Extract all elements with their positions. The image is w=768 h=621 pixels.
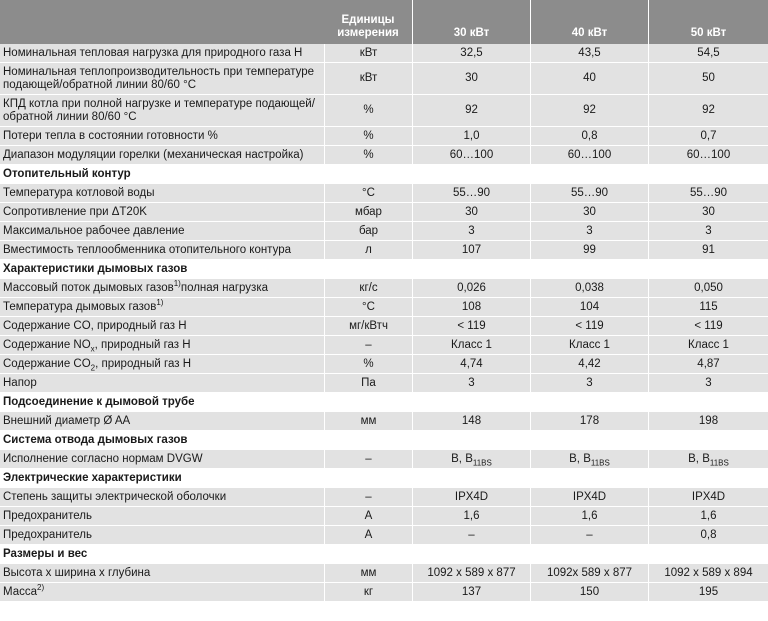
section-header-row (0, 431, 768, 450)
param-label-suffix: , природный газ H (94, 338, 191, 351)
value-text: 32,5 (460, 46, 483, 59)
value-cell (530, 526, 648, 545)
section-title: Подсоединение к дымовой трубе (0, 393, 768, 412)
section-title: Система отвода дымовых газов (0, 431, 768, 450)
param-label (0, 279, 324, 298)
table-row (0, 184, 768, 203)
value-text: 0,026 (457, 281, 486, 294)
header-col-30kw: 30 кВт (412, 0, 530, 44)
value-text: 0,7 (700, 129, 717, 142)
table-row (0, 374, 768, 393)
value-text: 3 (705, 224, 712, 237)
value-text: 115 (699, 300, 718, 313)
unit-cell: кВт (324, 63, 412, 95)
value-cell (648, 374, 768, 393)
section-header-row (0, 393, 768, 412)
unit-cell: % (324, 95, 412, 127)
section-header-row (0, 545, 768, 564)
value-text: 55…90 (452, 186, 491, 199)
value-cell (648, 298, 768, 317)
param-label-text: Температура дымовых газов (3, 300, 157, 313)
footnote-marker: 2) (37, 582, 45, 592)
unit-cell: кг/с (324, 279, 412, 298)
value-cell (412, 63, 530, 95)
value-text: IPX4D (572, 490, 607, 503)
param-label (0, 298, 324, 317)
value-cell (412, 95, 530, 127)
value-cell (412, 355, 530, 374)
table-row (0, 507, 768, 526)
value-subscript: 11BS (709, 457, 729, 467)
value-cell (648, 203, 768, 222)
param-label-text: Предохранитель (3, 528, 92, 541)
param-label (0, 63, 324, 95)
value-text: 3 (468, 376, 475, 389)
value-cell (530, 355, 648, 374)
value-cell (648, 63, 768, 95)
header-col-50kw: 50 кВт (648, 0, 768, 44)
value-text: 4,87 (697, 357, 720, 370)
value-cell (530, 336, 648, 355)
value-text: 104 (579, 300, 600, 313)
param-label-subscript: x (90, 343, 95, 353)
value-text: B, B (451, 452, 473, 465)
value-text: 1,6 (700, 509, 717, 522)
value-cell (412, 298, 530, 317)
value-cell (530, 412, 648, 431)
table-row (0, 298, 768, 317)
value-cell (530, 279, 648, 298)
value-text: 99 (583, 243, 596, 256)
param-label (0, 564, 324, 583)
param-label (0, 127, 324, 146)
unit-cell: мм (324, 412, 412, 431)
table-row (0, 44, 768, 63)
table-row (0, 450, 768, 469)
value-cell (412, 564, 530, 583)
value-text: B, B (569, 452, 591, 465)
param-label-suffix: , природный газ H (95, 357, 192, 370)
value-text: 91 (702, 243, 715, 256)
value-cell (648, 44, 768, 63)
value-text: 1092 x 589 x 894 (664, 566, 753, 579)
value-text: 30 (465, 205, 478, 218)
unit-cell: мм (324, 564, 412, 583)
unit-cell: мг/кВтч (324, 317, 412, 336)
param-label-text: Вместимость теплообменника отопительного контура (3, 243, 291, 256)
table-row (0, 222, 768, 241)
value-text: 54,5 (697, 46, 720, 59)
value-text: 30 (583, 205, 596, 218)
value-cell (412, 184, 530, 203)
value-cell (648, 526, 768, 545)
table-body (0, 44, 768, 602)
value-text: 0,038 (575, 281, 604, 294)
value-cell (530, 222, 648, 241)
value-text: 178 (579, 414, 600, 427)
param-label-text: Степень защиты электрической оболочки (3, 490, 227, 503)
value-text: 3 (705, 376, 712, 389)
param-label-text: КПД котла при полной нагрузке и температуре подающей/обратной линии 80/60 °С (3, 97, 315, 123)
value-cell (648, 355, 768, 374)
unit-cell: мбар (324, 203, 412, 222)
param-label-text: Исполнение согласно нормам DVGW (3, 452, 203, 465)
value-cell (530, 583, 648, 602)
value-cell (412, 336, 530, 355)
section-title: Отопительный контур (0, 165, 768, 184)
value-cell (530, 203, 648, 222)
param-label-text: Высота x ширина x глубина (3, 566, 151, 579)
value-cell (648, 95, 768, 127)
param-label-text: Массовый поток дымовых газов (3, 281, 174, 294)
value-cell (648, 336, 768, 355)
param-label-text: Содержание CO (3, 357, 91, 370)
value-text: 30 (702, 205, 715, 218)
param-label (0, 203, 324, 222)
table-row (0, 146, 768, 165)
value-text: 55…90 (689, 186, 728, 199)
param-label-text: Напор (3, 376, 37, 389)
param-label-text: Потери тепла в состоянии готовности % (3, 129, 218, 142)
unit-cell: Па (324, 374, 412, 393)
value-text: 92 (465, 104, 478, 116)
value-text: 60…100 (449, 148, 494, 161)
value-cell (530, 184, 648, 203)
param-label (0, 44, 324, 63)
table-row (0, 583, 768, 602)
param-label (0, 526, 324, 545)
param-label-text: Предохранитель (3, 509, 92, 522)
section-title: Электрические характеристики (0, 469, 768, 488)
param-label-text: Сопротивление при ΔT20K (3, 205, 147, 218)
value-text: 60…100 (686, 148, 731, 161)
value-cell (648, 450, 768, 469)
value-cell (412, 507, 530, 526)
param-label (0, 146, 324, 165)
value-text: 43,5 (578, 46, 601, 59)
value-text: 1092 x 589 x 877 (427, 566, 516, 579)
value-cell (412, 526, 530, 545)
unit-cell: A (324, 507, 412, 526)
value-cell (648, 412, 768, 431)
param-label (0, 374, 324, 393)
value-text: < 119 (694, 319, 723, 332)
value-text: 55…90 (570, 186, 609, 199)
unit-cell: % (324, 355, 412, 374)
unit-cell: % (324, 146, 412, 165)
value-cell (530, 95, 648, 127)
value-text: IPX4D (691, 490, 726, 503)
value-cell (530, 488, 648, 507)
table-row (0, 95, 768, 127)
param-label (0, 241, 324, 260)
value-text: – (468, 528, 475, 541)
value-text: 148 (461, 414, 482, 427)
value-text: 50 (702, 72, 715, 84)
value-text: 198 (698, 414, 719, 427)
section-header-row (0, 469, 768, 488)
header-row (0, 0, 768, 44)
footnote-marker: 1) (173, 278, 181, 288)
param-label (0, 355, 324, 374)
unit-cell: кВт (324, 44, 412, 63)
value-cell (412, 583, 530, 602)
value-cell (412, 450, 530, 469)
value-text: 40 (583, 72, 596, 84)
value-cell (648, 564, 768, 583)
value-text: 150 (579, 585, 600, 598)
value-text: 0,8 (581, 129, 598, 142)
value-text: B, B (688, 452, 710, 465)
value-cell (530, 317, 648, 336)
value-subscript: 11BS (590, 457, 610, 467)
param-label-text: Содержание NO (3, 338, 91, 351)
table-row (0, 412, 768, 431)
value-text: 1,6 (463, 509, 480, 522)
value-text: < 119 (457, 319, 486, 332)
section-title: Размеры и вес (0, 545, 768, 564)
value-cell (412, 317, 530, 336)
table-row (0, 203, 768, 222)
table-row (0, 127, 768, 146)
value-text: IPX4D (454, 490, 489, 503)
value-text: – (586, 528, 593, 541)
value-text: 3 (586, 224, 593, 237)
value-cell (648, 184, 768, 203)
unit-cell: A (324, 526, 412, 545)
unit-cell: – (324, 336, 412, 355)
param-label (0, 317, 324, 336)
value-cell (530, 44, 648, 63)
table-row (0, 336, 768, 355)
value-text: 0,050 (694, 281, 723, 294)
value-text: Класс 1 (688, 338, 729, 351)
unit-cell: °С (324, 184, 412, 203)
param-label-text: Содержание CO, природный газ H (3, 319, 187, 332)
unit-cell: °С (324, 298, 412, 317)
param-label-text: Внешний диаметр Ø AA (3, 414, 131, 427)
value-cell (530, 450, 648, 469)
table-row (0, 564, 768, 583)
footnote-marker: 1) (156, 297, 164, 307)
value-cell (648, 127, 768, 146)
value-text: 30 (465, 72, 478, 84)
value-cell (648, 507, 768, 526)
value-cell (530, 298, 648, 317)
value-text: 107 (461, 243, 482, 256)
param-label-text: Максимальное рабочее давление (3, 224, 185, 237)
value-text: 3 (468, 224, 475, 237)
unit-cell: – (324, 450, 412, 469)
unit-cell: кг (324, 583, 412, 602)
value-cell (412, 203, 530, 222)
param-label (0, 412, 324, 431)
value-cell (648, 317, 768, 336)
unit-cell: – (324, 488, 412, 507)
value-text: Класс 1 (451, 338, 492, 351)
header-blank (0, 0, 324, 44)
value-cell (530, 127, 648, 146)
value-cell (412, 44, 530, 63)
param-label-text: Температура котловой воды (3, 186, 155, 199)
value-text: < 119 (575, 319, 604, 332)
param-label (0, 184, 324, 203)
value-cell (412, 146, 530, 165)
param-label-suffix: полная нагрузка (180, 281, 269, 294)
table-row (0, 317, 768, 336)
table-row (0, 63, 768, 95)
value-cell (412, 412, 530, 431)
unit-cell: бар (324, 222, 412, 241)
value-text: 3 (586, 376, 593, 389)
value-cell (530, 63, 648, 95)
value-text: 4,42 (578, 357, 601, 370)
param-label-text: Диапазон модуляции горелки (механическая настройка) (3, 148, 304, 161)
param-label (0, 488, 324, 507)
value-cell (530, 241, 648, 260)
param-label (0, 583, 324, 602)
param-label (0, 507, 324, 526)
param-label (0, 450, 324, 469)
value-text: 1,0 (463, 129, 480, 142)
value-cell (530, 507, 648, 526)
param-label (0, 222, 324, 241)
value-subscript: 11BS (472, 457, 492, 467)
table-row (0, 279, 768, 298)
value-cell (412, 374, 530, 393)
table-row (0, 488, 768, 507)
table-row (0, 355, 768, 374)
header-col-40kw: 40 кВт (530, 0, 648, 44)
param-label-text: Масса (3, 585, 38, 598)
value-cell (648, 222, 768, 241)
value-cell (412, 279, 530, 298)
value-cell (648, 583, 768, 602)
value-cell (530, 374, 648, 393)
value-text: 92 (583, 104, 596, 116)
value-cell (412, 488, 530, 507)
value-text: 0,8 (700, 528, 717, 541)
unit-cell: л (324, 241, 412, 260)
value-cell (530, 564, 648, 583)
value-text: 108 (461, 300, 482, 313)
value-cell (648, 279, 768, 298)
section-header-row (0, 260, 768, 279)
value-text: 195 (698, 585, 719, 598)
value-text: 1092x 589 x 877 (546, 566, 633, 579)
param-label-subscript: 2 (90, 362, 96, 372)
value-cell (648, 241, 768, 260)
value-text: 92 (702, 104, 715, 116)
value-cell (412, 241, 530, 260)
value-text: 4,74 (460, 357, 483, 370)
value-cell (412, 222, 530, 241)
param-label-text: Номинальная тепловая нагрузка для природного газа H (3, 46, 303, 59)
value-text: 1,6 (581, 509, 598, 522)
value-text: 60…100 (567, 148, 612, 161)
table-row (0, 526, 768, 545)
param-label (0, 95, 324, 127)
section-title: Характеристики дымовых газов (0, 260, 768, 279)
table-row (0, 241, 768, 260)
value-cell (648, 146, 768, 165)
param-label-text: Номинальная теплопроизводительность при температуре подающей/обратной линии 80/60 °С (3, 65, 315, 91)
unit-cell: % (324, 127, 412, 146)
value-text: Класс 1 (569, 338, 610, 351)
value-cell (648, 488, 768, 507)
section-header-row (0, 165, 768, 184)
param-label (0, 336, 324, 355)
value-cell (412, 127, 530, 146)
value-text: 137 (461, 585, 482, 598)
header-units: Единицы измерения (324, 0, 412, 44)
value-cell (530, 146, 648, 165)
